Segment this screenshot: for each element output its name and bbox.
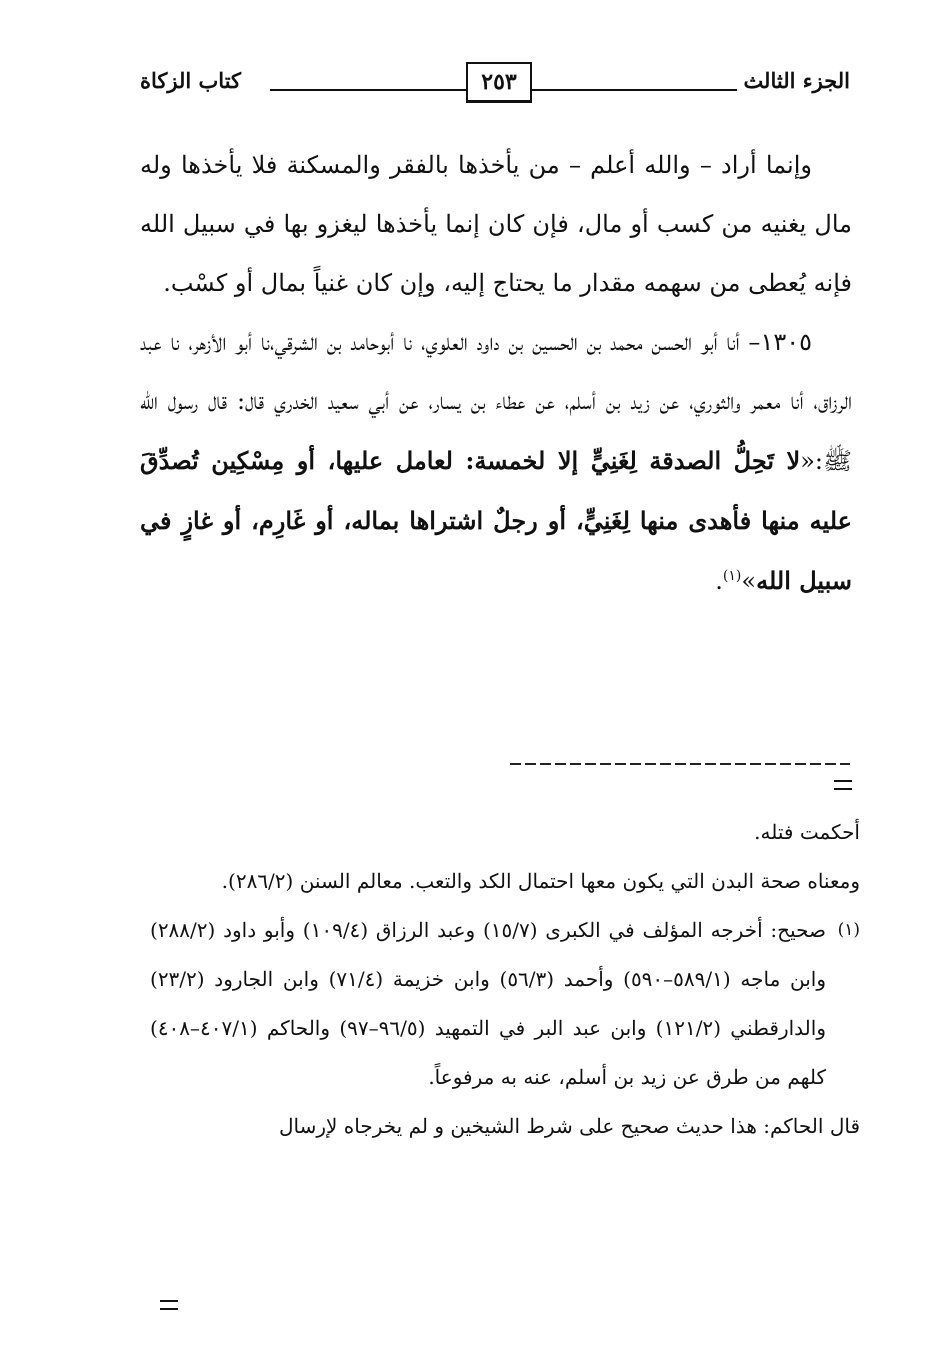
continuation-mark-top <box>834 780 852 790</box>
footnote-1-text: صحيح: أخرجه المؤلف في الكبرى (١٥/٧) وعبد الرزاق (١٠٩/٤) وأبو داود (٢٨٨/٢) وابن ماجه (٥٨٩/١–٥٩٠) وأحمد (٥٦/٣) وابن خزيمة (٧١/٤) وابن الجارود (٢٣/٢) والدارقطني (١٢١/٢) وابن عبد البر في التمهيد (٩٦/٥–٩٧) والحاكم (٤٠٧/١–٤٠٨) كلهم من طرق عن زيد بن أسلم، عنه به مرفوعاً. <box>150 918 826 1089</box>
hadith-paragraph <box>140 313 852 611</box>
continuation-mark-bottom <box>160 1300 178 1310</box>
page-header <box>140 62 850 106</box>
footnotes <box>150 808 860 1151</box>
commentary-paragraph: وإنما أراد – والله أعلم – من يأخذها بالفقر والمسكنة فلا يأخذها وله مال يغنيه من كسب أو مال، فإن كان إنما يأخذها ليغزو بها في سبيل الله فإنه يُعطى من سهمه مقدار ما يحتاج إليه، وإن كان غنياً بمال أو كسْب. <box>140 151 852 297</box>
main-text <box>140 136 852 611</box>
footnote-1 <box>150 906 860 1102</box>
footnote-separator <box>510 758 850 770</box>
footnote-line-1: أحكمت فتله. <box>754 820 860 844</box>
hadith-close-quote: » <box>741 567 757 595</box>
hadith-chain: ١٣٠٥– أنا أبو الحسن محمد بن الحسين بن داود العلوي، نا أبوحامد بن الشرقي،نا أبو الأزهر، نا عبد الرزاق، أنا معمر والثوري، عن زيد بن أسلم، عن عطاء بن يسار، عن أبي سعيد الخدري قال: قال رسول الله ﷺ:« <box>140 328 852 475</box>
footnote-reference: (١) <box>722 568 742 584</box>
hadith-period: . <box>715 567 723 595</box>
book-title: كتاب الزكاة <box>140 68 247 93</box>
footnote-1-number: (١) <box>837 920 860 940</box>
footnote-line-2: ومعناه صحة البدن التي يكون معها احتمال الكد والتعب. معالم السنن (٢٨٦/٢). <box>221 869 860 893</box>
page-number: ٢٥٣ <box>466 62 532 103</box>
hadith-text: لا تَحِلُّ الصدقة لِغَنِيٍّ إلا لخمسة: لعامل عليها، أو مِسْكِين تُصدِّقَ عليه منها فأهدى منها لِغَنِيٍّ، أو رجلٌ اشتراها بماله، أو غَارِم، أو غازٍ في سبيل الله <box>140 446 852 595</box>
volume-title: الجزء الثالث <box>737 68 850 93</box>
footnote-line-last: قال الحاكم: هذا حديث صحيح على شرط الشيخين و لم يخرجاه لإرسال <box>278 1114 860 1138</box>
